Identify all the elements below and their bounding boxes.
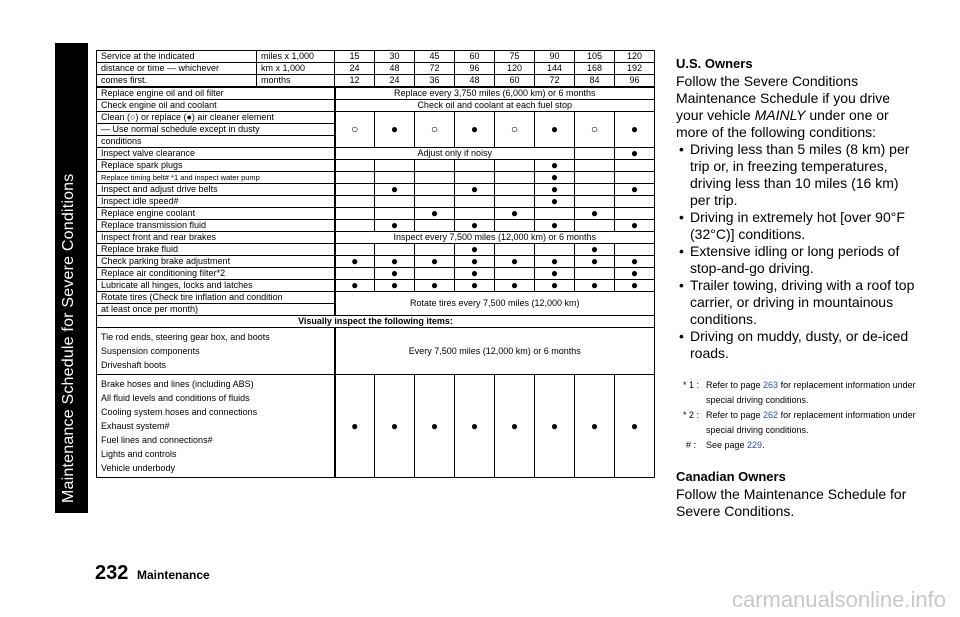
header-row-km [97,63,655,75]
list-item: • Driving on muddy, dusty, or de-iced roads. [676,328,916,362]
mark-cell [335,160,375,172]
canadian-owners-section [676,469,916,520]
mark-cell: ● [615,268,655,280]
footnotes [676,378,916,453]
mark-cell [615,244,655,256]
table-row [97,316,655,328]
interval-cell: 45 [415,51,455,63]
mark-cell [575,184,615,196]
mark-cell [455,196,495,208]
mark-cell [455,172,495,184]
visual-inspect-heading: Visually inspect the following items: [97,316,655,328]
mark-cell [415,220,455,232]
table-row [97,244,655,256]
interval-cell: 60 [495,75,535,88]
mark-cell: ● [575,244,615,256]
footnote-text-part: See page [706,440,748,450]
page-link[interactable]: 262 [763,410,779,420]
page-link[interactable]: 229 [747,440,763,450]
table-row [97,220,655,232]
mark-cell [415,196,455,208]
header-row-months [97,75,655,88]
mark-cell: ● [335,280,375,292]
mark-cell [615,208,655,220]
mark-cell [495,184,535,196]
intro-text: under one or more of the following conditions: [676,107,889,140]
table-row [97,375,655,478]
interval-cell: 96 [615,75,655,88]
mark-cell: ● [615,184,655,196]
interval-cell: 72 [535,75,575,88]
mark-cell [335,184,375,196]
service-label: Driveshaft boots [101,360,167,370]
mark-cell: ● [335,375,375,478]
mark-cell [455,160,495,172]
footnote-text-part: . [762,440,765,450]
mark-cell: ● [535,256,575,268]
mark-cell [375,244,415,256]
mark-cell [575,148,615,160]
service-interval-note: Rotate tires every 7,500 miles (12,000 km) [335,292,655,316]
mark-cell: ● [495,208,535,220]
footnote [676,378,916,408]
interval-cell: 84 [575,75,615,88]
service-label: at least once per month) [97,304,335,316]
service-label: Rotate tires (Check tire inflation and condition [97,292,335,304]
mark-cell [375,208,415,220]
visual-items-list [97,375,335,478]
mark-cell: ● [455,280,495,292]
mark-cell: ○ [495,112,535,148]
mark-cell: ● [535,196,575,208]
interval-cell: 24 [335,63,375,75]
mark-cell: ● [615,280,655,292]
mark-cell: ● [495,375,535,478]
service-label: Replace air conditioning filter*2 [97,268,335,280]
header-label: Service at the indicated [97,51,257,63]
page-link[interactable]: 263 [763,380,779,390]
interval-cell: 120 [615,51,655,63]
service-label: Inspect valve clearance [97,148,335,160]
interval-cell: 90 [535,51,575,63]
interval-cell: 72 [415,63,455,75]
mark-cell: ● [415,208,455,220]
mark-cell: ● [535,172,575,184]
service-label: Replace engine coolant [97,208,335,220]
mark-cell: ● [535,280,575,292]
list-item: • Driving in extremely hot [over 90°F (32°C)] conditions. [676,209,916,243]
mark-cell: ● [375,220,415,232]
mark-cell: ● [535,375,575,478]
interval-cell: 96 [455,63,495,75]
interval-cell: 48 [455,75,495,88]
table-row [97,87,655,100]
mark-cell [495,244,535,256]
mark-cell: ● [375,268,415,280]
mark-cell: ● [375,184,415,196]
mark-cell [615,160,655,172]
interval-cell: 36 [415,75,455,88]
mark-cell: ● [575,280,615,292]
service-label: Inspect idle speed# [97,196,335,208]
mark-cell: ○ [415,112,455,148]
mark-cell: ● [575,208,615,220]
mark-cell: ● [495,280,535,292]
table-row [97,112,655,124]
mark-cell [375,160,415,172]
mark-cell: ● [375,256,415,268]
mark-cell: ● [615,220,655,232]
watermark: carmanualsonline.info [731,587,946,612]
mark-cell [415,160,455,172]
service-label: All fluid levels and conditions of fluids [101,393,250,403]
mark-cell [455,208,495,220]
mark-cell [415,268,455,280]
header-unit: miles x 1,000 [257,51,335,63]
mark-cell: ● [495,256,535,268]
mark-cell: ● [415,375,455,478]
service-interval-note: Check oil and coolant at each fuel stop [335,100,655,112]
us-owners-intro [676,73,916,141]
canadian-owners-text: Follow the Maintenance Schedule for Severe Conditions. [676,486,907,519]
service-label: Lights and controls [101,449,177,459]
service-label: Clean (○) or replace (●) air cleaner element [97,112,335,124]
table-row [97,256,655,268]
mark-cell [495,172,535,184]
table-row [97,292,655,304]
mark-cell [375,196,415,208]
mark-cell: ● [455,244,495,256]
footnote [676,438,916,453]
interval-cell: 144 [535,63,575,75]
mark-cell: ● [415,280,455,292]
mark-cell [335,196,375,208]
service-label: Suspension components [101,346,200,356]
service-interval-note: Every 7,500 miles (12,000 km) or 6 months [335,328,655,375]
mark-cell: ● [415,256,455,268]
interval-cell: 192 [615,63,655,75]
mark-cell [415,184,455,196]
mark-cell [575,268,615,280]
interval-cell: 24 [375,75,415,88]
mark-cell [575,160,615,172]
mark-cell [495,196,535,208]
footnote-text [706,378,916,408]
service-interval-note: Adjust only if noisy [335,148,575,160]
page-number: 232 [95,562,129,584]
header-label: distance or time — whichever [97,63,257,75]
mark-cell [335,244,375,256]
mark-cell: ● [615,375,655,478]
mark-cell [535,244,575,256]
interval-cell: 48 [375,63,415,75]
service-interval-note: Replace every 3,750 miles (6,000 km) or 6 months [335,87,655,100]
service-label: Inspect front and rear brakes [97,232,335,244]
conditions-list [676,141,916,362]
mark-cell [335,208,375,220]
interval-cell: 12 [335,75,375,88]
intro-emphasis: MAINLY [754,107,806,123]
interval-cell: 15 [335,51,375,63]
mark-cell: ● [535,268,575,280]
mark-cell: ● [615,256,655,268]
mark-cell: ○ [575,112,615,148]
interval-cell: 168 [575,63,615,75]
header-unit: months [257,75,335,88]
mark-cell: ● [455,184,495,196]
interval-cell: 75 [495,51,535,63]
section-label: Maintenance [137,568,210,582]
mark-cell: ● [335,256,375,268]
service-label: Replace spark plugs [97,160,335,172]
service-label: — Use normal schedule except in dusty [97,124,335,136]
table-row [97,184,655,196]
service-label: Check parking brake adjustment [97,256,335,268]
mark-cell [575,196,615,208]
table-row [97,268,655,280]
header-label: comes first. [97,75,257,88]
mark-cell [575,220,615,232]
mark-cell [335,220,375,232]
mark-cell [495,160,535,172]
footnote-mark: * 2 : [682,410,699,420]
table-row [97,160,655,172]
footnote-text-part: Refer to page [706,410,764,420]
table-row [97,196,655,208]
intro-text: Follow the Severe Conditions Maintenance Schedule if you drive your vehicle [676,73,891,123]
mark-cell: ● [535,160,575,172]
service-label: Cooling system hoses and connections [101,407,258,417]
visual-items-list [97,328,335,375]
table-row [97,208,655,220]
mark-cell [575,172,615,184]
mark-cell [375,172,415,184]
header-unit: km x 1,000 [257,63,335,75]
mark-cell [335,172,375,184]
list-item: • Trailer towing, driving with a roof top carrier, or driving in mountainous conditions. [676,277,916,328]
table-row [97,148,655,160]
table-row [97,100,655,112]
interval-cell: 60 [455,51,495,63]
mark-cell: ○ [335,112,375,148]
footnote [676,408,916,438]
interval-cell: 105 [575,51,615,63]
service-label: Brake hoses and lines (including ABS) [101,379,254,389]
footnote-text [706,408,916,438]
service-label: Exhaust system# [101,421,170,431]
table-row [97,328,655,375]
mark-cell: ● [535,112,575,148]
mark-cell: ● [455,112,495,148]
us-owners-heading: U.S. Owners [676,56,753,71]
maintenance-schedule-table [96,50,655,478]
mark-cell: ● [375,375,415,478]
mark-cell: ● [535,220,575,232]
mark-cell [415,244,455,256]
service-label: Lubricate all hinges, locks and latches [97,280,335,292]
service-label: conditions [97,136,335,148]
footnote-text-part: for replacement information under special driving conditions. [706,380,916,405]
list-item: • Extensive idling or long periods of stop-and-go driving. [676,243,916,277]
mark-cell: ● [535,184,575,196]
mark-cell [495,268,535,280]
service-label: Fuel lines and connections# [101,435,213,445]
table-row [97,280,655,292]
mark-cell: ● [615,112,655,148]
mark-cell: ● [455,256,495,268]
mark-cell: ● [455,268,495,280]
conditions-column [676,56,916,520]
mark-cell: ● [375,112,415,148]
footnote-text [706,438,916,453]
footnote-text-part: for replacement information under special driving conditions. [706,410,916,435]
footnote-mark: # : [685,440,696,450]
service-label: Replace transmission fluid [97,220,335,232]
mark-cell: ● [455,220,495,232]
mark-cell: ● [375,280,415,292]
service-label: Vehicle underbody [101,463,176,473]
header-row-miles [97,51,655,63]
mark-cell [335,268,375,280]
mark-cell: ● [575,256,615,268]
footnote-mark: * 1 : [682,380,699,390]
interval-cell: 30 [375,51,415,63]
canadian-owners-heading: Canadian Owners [676,469,786,484]
mark-cell [495,220,535,232]
mark-cell: ● [455,375,495,478]
service-label: Inspect and adjust drive belts [97,184,335,196]
service-label: Check engine oil and coolant [97,100,335,112]
table-row [97,232,655,244]
mark-cell: ● [575,375,615,478]
mark-cell [415,172,455,184]
footnote-text-part: Refer to page [706,380,764,390]
table-row [97,172,655,184]
service-label: Replace timing belt# *1 and inspect water pump [97,172,335,184]
service-label: Tie rod ends, steering gear box, and boots [101,332,270,342]
list-item: • Driving less than 5 miles (8 km) per trip or, in freezing temperatures, driving less than 10 miles (16 km) per trip. [676,141,916,209]
mark-cell [535,208,575,220]
mark-cell [615,172,655,184]
service-label: Replace engine oil and oil filter [97,87,335,100]
service-label: Replace brake fluid [97,244,335,256]
service-interval-note: Inspect every 7,500 miles (12,000 km) or 6 months [335,232,655,244]
mark-cell: ● [615,148,655,160]
interval-cell: 120 [495,63,535,75]
section-title: Maintenance Schedule for Severe Conditions [60,173,77,503]
mark-cell [615,196,655,208]
